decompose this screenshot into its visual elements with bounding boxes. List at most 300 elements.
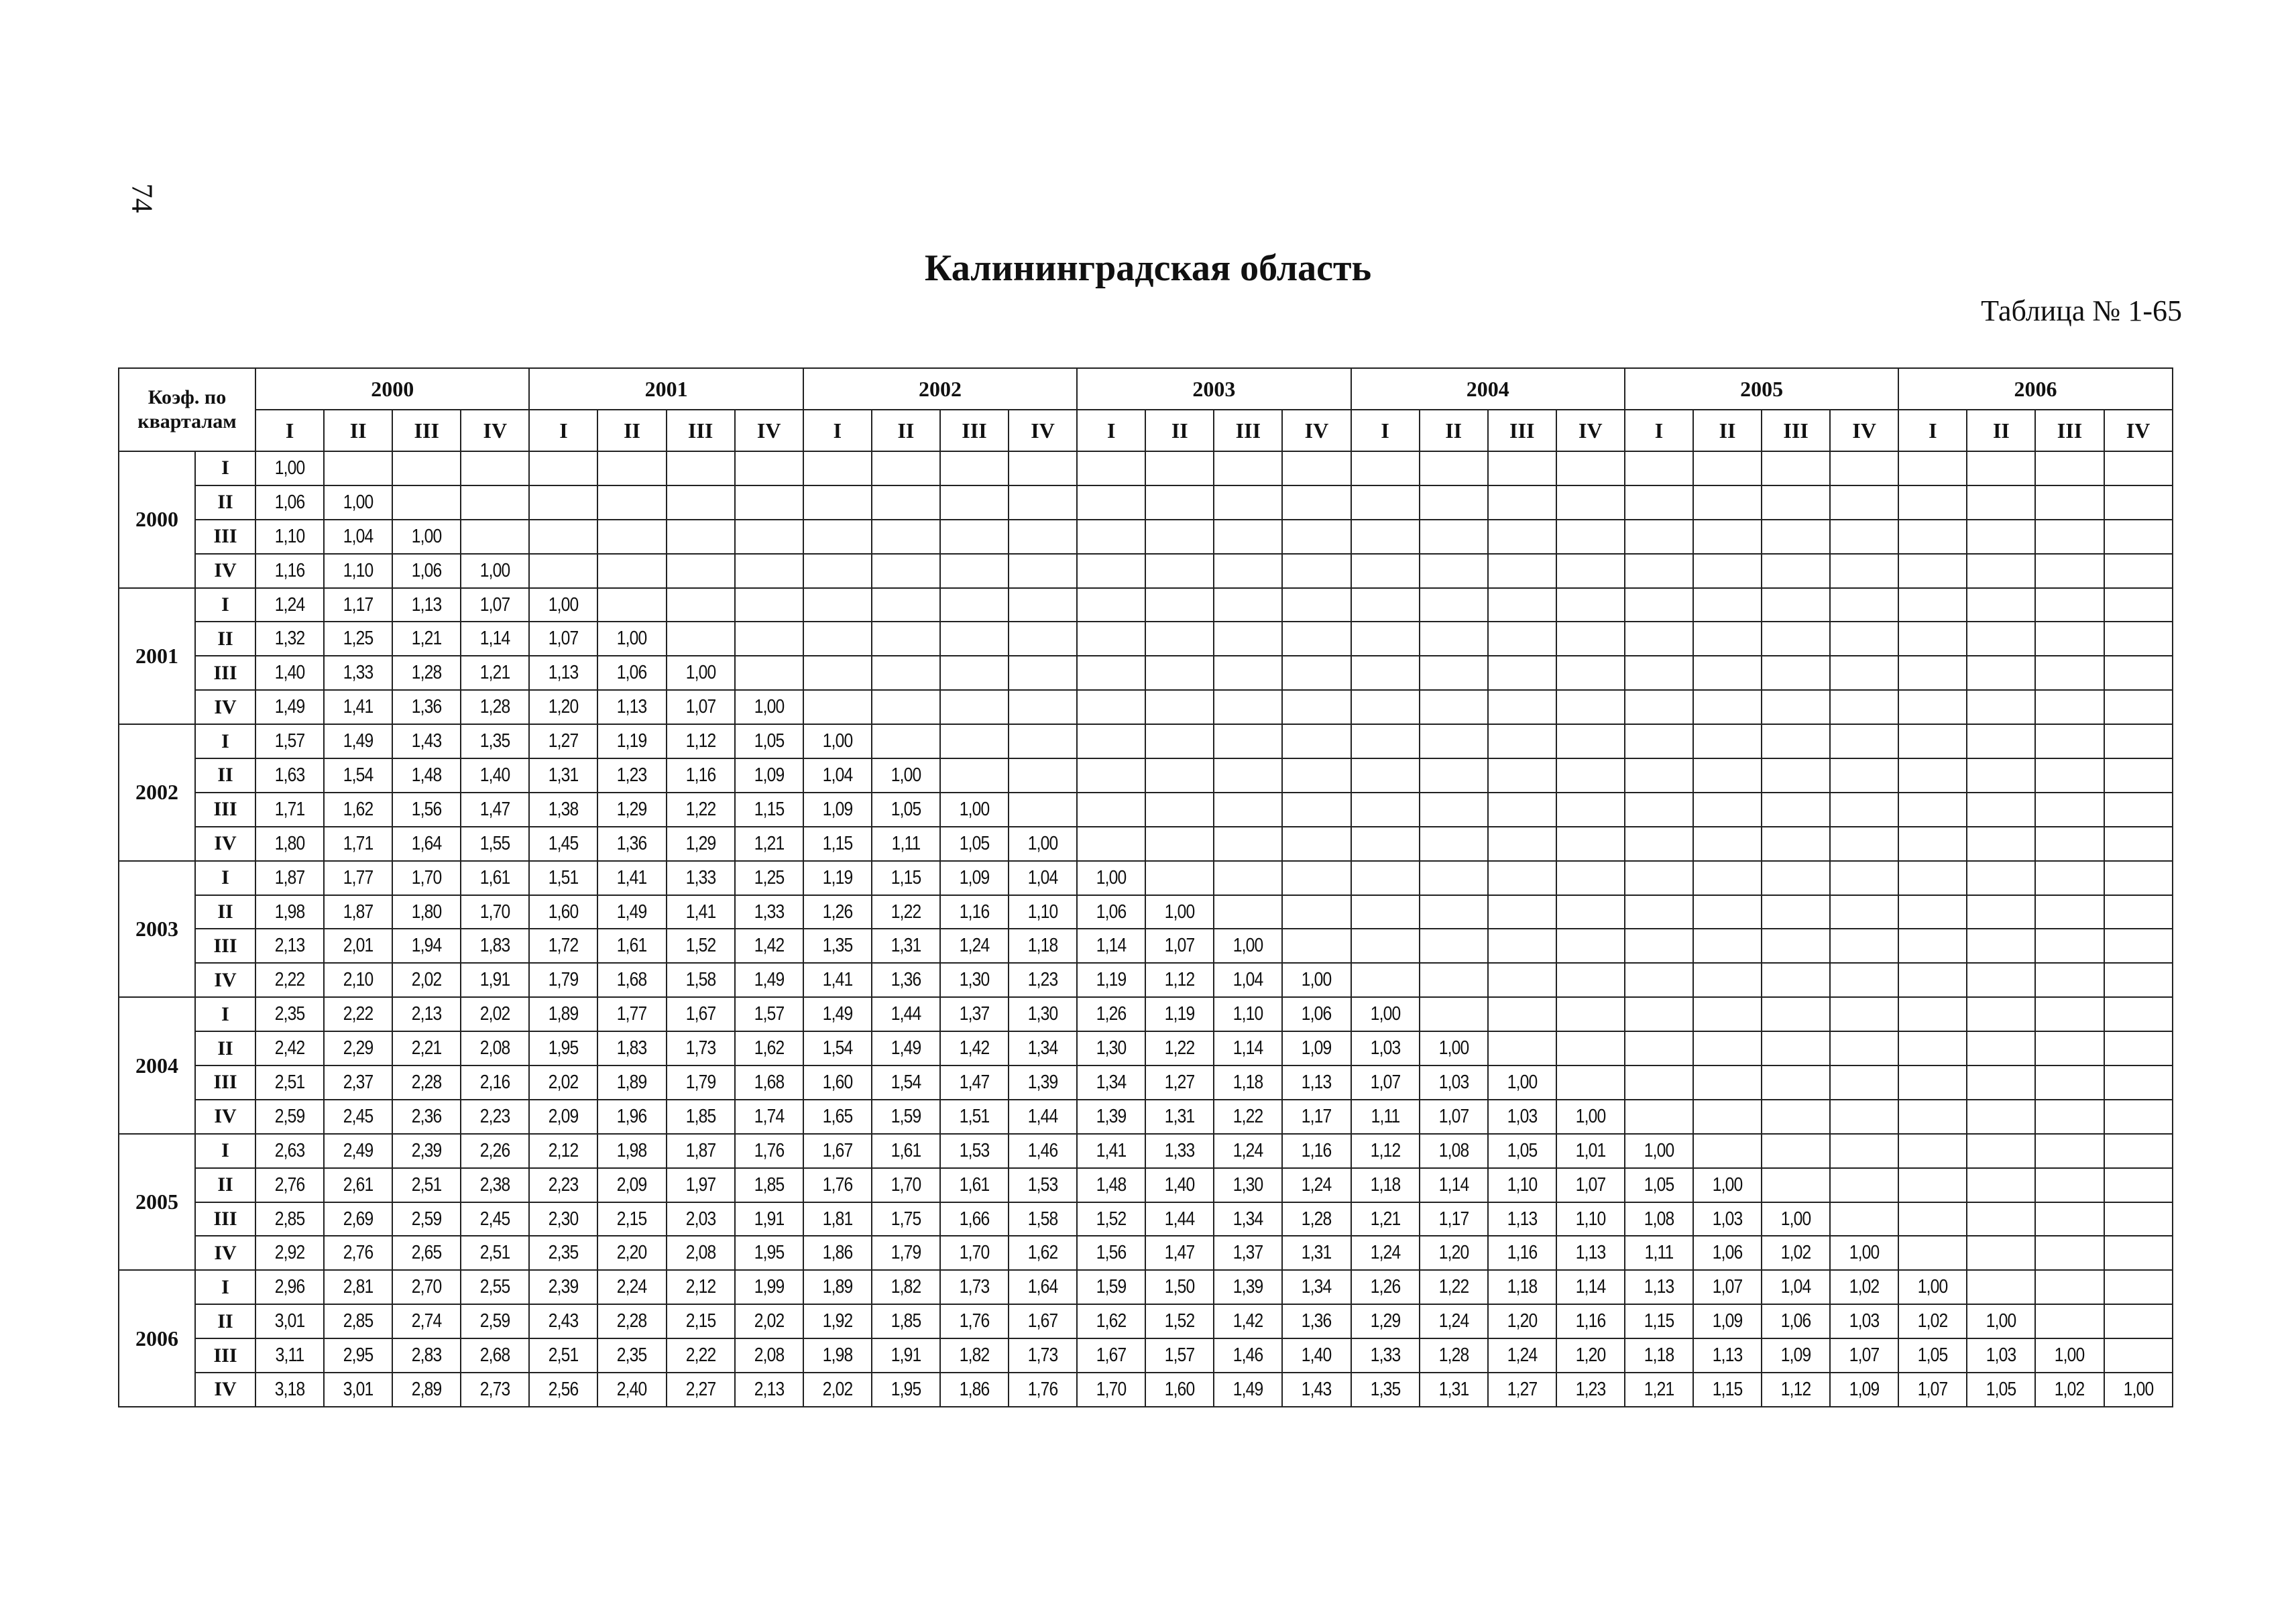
empty-cell [2104, 1168, 2173, 1202]
row-year-label: 2001 [119, 588, 195, 725]
coefficient-cell: 1,00 [1767, 1202, 1825, 1236]
column-quarter-header: III [392, 410, 461, 451]
empty-cell [1488, 827, 1556, 861]
table-row [119, 1236, 2173, 1270]
empty-cell [1693, 520, 1762, 554]
column-quarter-header: I [1351, 410, 1420, 451]
empty-cell [1145, 554, 1214, 588]
coefficient-cell: 1,10 [1219, 997, 1277, 1031]
empty-cell [1351, 622, 1420, 656]
coefficient-cell: 1,46 [1014, 1134, 1072, 1168]
coefficient-cell: 1,89 [534, 997, 593, 1031]
coefficient-cell: 3,01 [261, 1304, 319, 1338]
empty-cell [2035, 1031, 2104, 1065]
empty-cell [1488, 656, 1556, 690]
coefficient-cell: 1,95 [534, 1031, 593, 1065]
empty-cell [1420, 895, 1488, 929]
empty-cell [1762, 758, 1830, 793]
coefficient-cell: 1,22 [1219, 1100, 1277, 1134]
coefficient-cell: 2,30 [534, 1202, 593, 1236]
empty-cell [1214, 451, 1282, 485]
empty-cell [597, 554, 666, 588]
coefficient-cell: 1,17 [1287, 1100, 1346, 1134]
empty-cell [2104, 895, 2173, 929]
coefficient-cell: 1,31 [1287, 1236, 1346, 1270]
empty-cell [2104, 929, 2173, 963]
empty-cell [1351, 895, 1420, 929]
coefficient-cell: 1,00 [1561, 1100, 1619, 1134]
coefficient-cell: 1,19 [808, 861, 866, 895]
empty-cell [1214, 793, 1282, 827]
table-row [119, 1134, 2173, 1168]
coefficient-cell: 1,89 [603, 1065, 661, 1100]
empty-cell [1009, 588, 1077, 622]
coefficient-cell: 1,95 [877, 1373, 935, 1407]
column-quarter-header: III [940, 410, 1009, 451]
coefficient-cell: 2,59 [466, 1304, 524, 1338]
column-quarter-header: II [1145, 410, 1214, 451]
empty-cell [2104, 861, 2173, 895]
empty-cell [1830, 451, 1898, 485]
empty-cell [1898, 1065, 1967, 1100]
row-quarter-label: IV [195, 1100, 255, 1134]
coefficient-cell: 1,70 [398, 861, 456, 895]
empty-cell [1967, 451, 2035, 485]
coefficient-cell: 2,13 [261, 929, 319, 963]
empty-cell [2035, 554, 2104, 588]
coefficient-cell: 2,69 [329, 1202, 388, 1236]
coefficient-cell: 2,35 [603, 1338, 661, 1373]
coefficient-cell: 1,70 [466, 895, 524, 929]
empty-cell [1762, 554, 1830, 588]
coefficient-cell: 1,87 [261, 861, 319, 895]
coefficient-cell: 1,91 [466, 963, 524, 997]
coefficient-cell: 1,00 [808, 724, 866, 758]
coefficient-cell: 1,09 [1699, 1304, 1757, 1338]
empty-cell [1898, 690, 1967, 724]
empty-cell [940, 554, 1009, 588]
coefficient-cell: 1,86 [808, 1236, 866, 1270]
coefficient-cell: 1,30 [1219, 1168, 1277, 1202]
column-quarter-header: III [2035, 410, 2104, 451]
table-row [119, 1270, 2173, 1304]
column-year-header: 2006 [1898, 368, 2172, 410]
coefficient-cell: 1,18 [1014, 929, 1072, 963]
coefficient-cell: 1,34 [1287, 1270, 1346, 1304]
coefficient-cell: 1,02 [1904, 1304, 1962, 1338]
empty-cell [1625, 758, 1693, 793]
empty-cell [1556, 451, 1625, 485]
coefficient-cell: 2,15 [603, 1202, 661, 1236]
empty-cell [1762, 793, 1830, 827]
empty-cell [1351, 827, 1420, 861]
coefficient-cell: 1,87 [671, 1134, 730, 1168]
empty-cell [1488, 451, 1556, 485]
empty-cell [1898, 1031, 1967, 1065]
empty-cell [1830, 1031, 1898, 1065]
empty-cell [1009, 724, 1077, 758]
coefficient-cell: 1,05 [945, 827, 1004, 861]
empty-cell [1214, 861, 1282, 895]
coefficient-cell: 1,05 [1972, 1373, 2030, 1407]
empty-cell [1077, 588, 1145, 622]
empty-cell [1625, 1065, 1693, 1100]
empty-cell [1351, 690, 1420, 724]
empty-cell [1898, 793, 1967, 827]
column-quarter-header: III [667, 410, 735, 451]
coefficient-cell: 2,12 [534, 1134, 593, 1168]
coefficient-cell: 1,35 [466, 724, 524, 758]
empty-cell [1282, 758, 1351, 793]
coefficient-cell: 1,61 [603, 929, 661, 963]
empty-cell [1420, 724, 1488, 758]
row-quarter-label: IV [195, 1236, 255, 1270]
coefficient-cell: 1,39 [1014, 1065, 1072, 1100]
coefficient-cell: 1,43 [398, 724, 456, 758]
coefficient-cell: 1,96 [603, 1100, 661, 1134]
empty-cell [1214, 554, 1282, 588]
empty-cell [1488, 1031, 1556, 1065]
coefficient-cell: 1,13 [1630, 1270, 1688, 1304]
coefficient-cell: 1,00 [877, 758, 935, 793]
coefficient-cell: 1,24 [1219, 1134, 1277, 1168]
row-quarter-label: II [195, 895, 255, 929]
empty-cell [1967, 1168, 2035, 1202]
coefficient-cell: 1,67 [808, 1134, 866, 1168]
coefficient-cell: 1,14 [1082, 929, 1141, 963]
coefficient-cell: 1,94 [398, 929, 456, 963]
empty-cell [1145, 485, 1214, 520]
coefficient-cell: 1,49 [603, 895, 661, 929]
empty-cell [2035, 963, 2104, 997]
coefficient-cell: 1,28 [1424, 1338, 1483, 1373]
coefficient-cell: 2,59 [261, 1100, 319, 1134]
empty-cell [2035, 724, 2104, 758]
empty-cell [1625, 485, 1693, 520]
coefficient-cell: 1,00 [1972, 1304, 2030, 1338]
empty-cell [1214, 656, 1282, 690]
empty-cell [1351, 554, 1420, 588]
empty-cell [1898, 656, 1967, 690]
empty-cell [667, 451, 735, 485]
empty-cell [1762, 1100, 1830, 1134]
empty-cell [940, 724, 1009, 758]
empty-cell [1488, 758, 1556, 793]
empty-cell [1282, 690, 1351, 724]
empty-cell [1556, 895, 1625, 929]
coefficient-cell: 1,33 [1151, 1134, 1209, 1168]
coefficient-cell: 1,00 [329, 485, 388, 520]
empty-cell [667, 622, 735, 656]
coefficient-cell: 1,09 [740, 758, 798, 793]
coefficient-cell: 1,07 [534, 622, 593, 656]
empty-cell [1420, 622, 1488, 656]
coefficient-cell: 2,81 [329, 1270, 388, 1304]
coefficient-cell: 1,03 [1699, 1202, 1757, 1236]
coefficient-cell: 2,02 [534, 1065, 593, 1100]
coefficient-cell: 1,49 [329, 724, 388, 758]
coefficient-cell: 2,76 [329, 1236, 388, 1270]
column-quarter-header: IV [461, 410, 529, 451]
empty-cell [1967, 588, 2035, 622]
coefficient-cell: 1,21 [1356, 1202, 1414, 1236]
coefficient-cell: 1,16 [671, 758, 730, 793]
coefficient-cell: 1,19 [1151, 997, 1209, 1031]
empty-cell [1351, 793, 1420, 827]
coefficient-cell: 1,06 [1767, 1304, 1825, 1338]
empty-cell [1898, 588, 1967, 622]
coefficient-cell: 1,24 [1287, 1168, 1346, 1202]
coefficient-cell: 1,17 [329, 588, 388, 622]
coefficient-cell: 1,52 [1082, 1202, 1141, 1236]
coefficient-cell: 2,38 [466, 1168, 524, 1202]
empty-cell [1488, 997, 1556, 1031]
empty-cell [1488, 554, 1556, 588]
coefficient-cell: 1,33 [1356, 1338, 1414, 1373]
empty-cell [2104, 1134, 2173, 1168]
row-year-label: 2005 [119, 1134, 195, 1271]
coefficient-cell: 1,46 [1219, 1338, 1277, 1373]
coefficient-cell: 1,85 [740, 1168, 798, 1202]
empty-cell [1967, 724, 2035, 758]
coefficient-cell: 1,04 [1767, 1270, 1825, 1304]
coefficient-cell: 2,03 [671, 1202, 730, 1236]
empty-cell [2035, 588, 2104, 622]
empty-cell [1282, 929, 1351, 963]
empty-cell [1556, 929, 1625, 963]
empty-cell [1077, 520, 1145, 554]
empty-cell [1967, 1100, 2035, 1134]
coefficient-cell: 1,25 [740, 861, 798, 895]
coefficient-cell: 1,00 [1287, 963, 1346, 997]
empty-cell [1898, 1134, 1967, 1168]
empty-cell [2035, 1236, 2104, 1270]
coefficient-cell: 1,13 [1493, 1202, 1551, 1236]
coefficient-cell: 1,27 [1493, 1373, 1551, 1407]
coefficient-cell: 1,15 [1699, 1373, 1757, 1407]
empty-cell [1145, 690, 1214, 724]
coefficient-cell: 2,35 [534, 1236, 593, 1270]
coefficient-cell: 1,07 [1151, 929, 1209, 963]
coefficient-cell: 1,21 [1630, 1373, 1688, 1407]
table-row [119, 758, 2173, 793]
coefficient-cell: 1,13 [1699, 1338, 1757, 1373]
row-quarter-label: I [195, 861, 255, 895]
coefficient-cell: 1,76 [945, 1304, 1004, 1338]
empty-cell [1282, 656, 1351, 690]
empty-cell [2104, 554, 2173, 588]
empty-cell [1625, 1031, 1693, 1065]
coefficient-cell: 1,85 [671, 1100, 730, 1134]
coefficient-cell: 2,35 [261, 997, 319, 1031]
coefficient-cell: 1,89 [808, 1270, 866, 1304]
coefficient-cell: 1,38 [534, 793, 593, 827]
coefficient-cell: 2,02 [808, 1373, 866, 1407]
coefficient-cell: 1,45 [534, 827, 593, 861]
empty-cell [1967, 758, 2035, 793]
coefficient-cell: 1,83 [466, 929, 524, 963]
empty-cell [667, 485, 735, 520]
row-quarter-label: I [195, 451, 255, 485]
coefficient-cell: 1,54 [877, 1065, 935, 1100]
row-quarter-label: III [195, 1065, 255, 1100]
coefficient-cell: 1,03 [1835, 1304, 1894, 1338]
coefficient-cell: 2,27 [671, 1373, 730, 1407]
coefficient-cell: 1,60 [808, 1065, 866, 1100]
coefficient-cell: 1,05 [877, 793, 935, 827]
coefficient-cell: 2,55 [466, 1270, 524, 1304]
coefficient-cell: 1,73 [1014, 1338, 1072, 1373]
table-row [119, 1031, 2173, 1065]
empty-cell [1625, 793, 1693, 827]
coefficient-cell: 1,52 [671, 929, 730, 963]
empty-cell [1967, 622, 2035, 656]
empty-cell [461, 451, 529, 485]
empty-cell [1967, 485, 2035, 520]
column-quarter-header: I [529, 410, 597, 451]
coefficient-cell: 1,00 [1424, 1031, 1483, 1065]
empty-cell [461, 520, 529, 554]
coefficient-cell: 1,60 [534, 895, 593, 929]
coefficient-cell: 1,47 [1151, 1236, 1209, 1270]
coefficient-cell: 1,49 [1219, 1373, 1277, 1407]
coefficient-cell: 1,21 [466, 656, 524, 690]
coefficient-cell: 1,11 [1630, 1236, 1688, 1270]
coefficient-cell: 1,70 [945, 1236, 1004, 1270]
empty-cell [1351, 963, 1420, 997]
coefficient-cell: 2,39 [398, 1134, 456, 1168]
coefficient-cell: 1,53 [1014, 1168, 1072, 1202]
empty-cell [872, 656, 940, 690]
empty-cell [1077, 485, 1145, 520]
empty-cell [1077, 656, 1145, 690]
empty-cell [1214, 588, 1282, 622]
empty-cell [1145, 861, 1214, 895]
empty-cell [1762, 861, 1830, 895]
empty-cell [735, 451, 803, 485]
coefficient-cell: 2,37 [329, 1065, 388, 1100]
empty-cell [597, 485, 666, 520]
coefficient-cell: 1,31 [1424, 1373, 1483, 1407]
coefficient-cell: 1,06 [398, 554, 456, 588]
coefficient-cell: 1,12 [1356, 1134, 1414, 1168]
coefficient-cell: 1,83 [603, 1031, 661, 1065]
coefficient-cell: 1,25 [329, 622, 388, 656]
coefficient-cell: 1,76 [740, 1134, 798, 1168]
row-quarter-label: III [195, 1202, 255, 1236]
table-row [119, 1202, 2173, 1236]
coefficient-cell: 1,41 [808, 963, 866, 997]
empty-cell [872, 451, 940, 485]
coefficient-cell: 1,21 [398, 622, 456, 656]
coefficient-cell: 1,41 [329, 690, 388, 724]
coefficient-cell: 2,74 [398, 1304, 456, 1338]
column-year-header: 2001 [529, 368, 803, 410]
empty-cell [1282, 554, 1351, 588]
empty-cell [1420, 929, 1488, 963]
empty-cell [1351, 520, 1420, 554]
empty-cell [2104, 963, 2173, 997]
coefficient-cell: 1,26 [1356, 1270, 1414, 1304]
empty-cell [1556, 963, 1625, 997]
empty-cell [940, 451, 1009, 485]
empty-cell [1009, 656, 1077, 690]
coefficient-cell: 1,07 [1699, 1270, 1757, 1304]
empty-cell [1967, 656, 2035, 690]
empty-cell [1830, 1065, 1898, 1100]
row-quarter-label: III [195, 1338, 255, 1373]
coefficient-cell: 1,00 [1699, 1168, 1757, 1202]
coefficient-cell: 1,55 [466, 827, 524, 861]
coefficient-cell: 1,14 [466, 622, 524, 656]
empty-cell [735, 656, 803, 690]
empty-cell [1420, 451, 1488, 485]
coefficient-cell: 1,31 [1151, 1100, 1209, 1134]
empty-cell [2035, 1100, 2104, 1134]
empty-cell [1556, 724, 1625, 758]
coefficient-cell: 1,15 [808, 827, 866, 861]
coefficient-cell: 1,23 [1014, 963, 1072, 997]
empty-cell [2104, 656, 2173, 690]
coefficient-cell: 1,04 [808, 758, 866, 793]
row-quarter-label: II [195, 1031, 255, 1065]
empty-cell [803, 554, 872, 588]
coefficient-cell: 1,07 [1561, 1168, 1619, 1202]
empty-cell [1830, 724, 1898, 758]
empty-cell [2035, 861, 2104, 895]
coefficient-cell: 2,51 [261, 1065, 319, 1100]
coefficient-cell: 1,00 [671, 656, 730, 690]
empty-cell [1351, 758, 1420, 793]
coefficient-cell: 1,02 [1767, 1236, 1825, 1270]
empty-cell [2104, 690, 2173, 724]
row-quarter-label: II [195, 758, 255, 793]
row-quarter-label: III [195, 793, 255, 827]
coefficient-cell: 1,00 [398, 520, 456, 554]
coefficient-cell: 1,61 [466, 861, 524, 895]
empty-cell [1214, 895, 1282, 929]
empty-cell [2104, 588, 2173, 622]
empty-cell [735, 588, 803, 622]
coefficient-cell: 1,73 [671, 1031, 730, 1065]
empty-cell [1762, 485, 1830, 520]
coefficient-cell: 2,40 [603, 1373, 661, 1407]
empty-cell [1625, 588, 1693, 622]
empty-cell [1693, 451, 1762, 485]
coefficient-cell: 2,22 [671, 1338, 730, 1373]
empty-cell [1556, 758, 1625, 793]
empty-cell [2035, 1202, 2104, 1236]
empty-cell [1762, 1134, 1830, 1168]
coefficient-cell: 1,41 [603, 861, 661, 895]
row-quarter-label: III [195, 656, 255, 690]
table-row [119, 1168, 2173, 1202]
table-row [119, 861, 2173, 895]
empty-cell [1145, 793, 1214, 827]
empty-cell [1625, 554, 1693, 588]
coefficient-cell: 2,09 [603, 1168, 661, 1202]
empty-cell [1762, 997, 1830, 1031]
coefficient-cell: 1,19 [603, 724, 661, 758]
column-year-header: 2000 [255, 368, 529, 410]
empty-cell [1488, 929, 1556, 963]
coefficient-cell: 1,06 [261, 485, 319, 520]
coefficient-cell: 2,29 [329, 1031, 388, 1065]
coefficient-cell: 2,70 [398, 1270, 456, 1304]
coefficient-cell: 1,62 [1014, 1236, 1072, 1270]
row-year-label: 2003 [119, 861, 195, 998]
coefficient-cell: 1,39 [1219, 1270, 1277, 1304]
